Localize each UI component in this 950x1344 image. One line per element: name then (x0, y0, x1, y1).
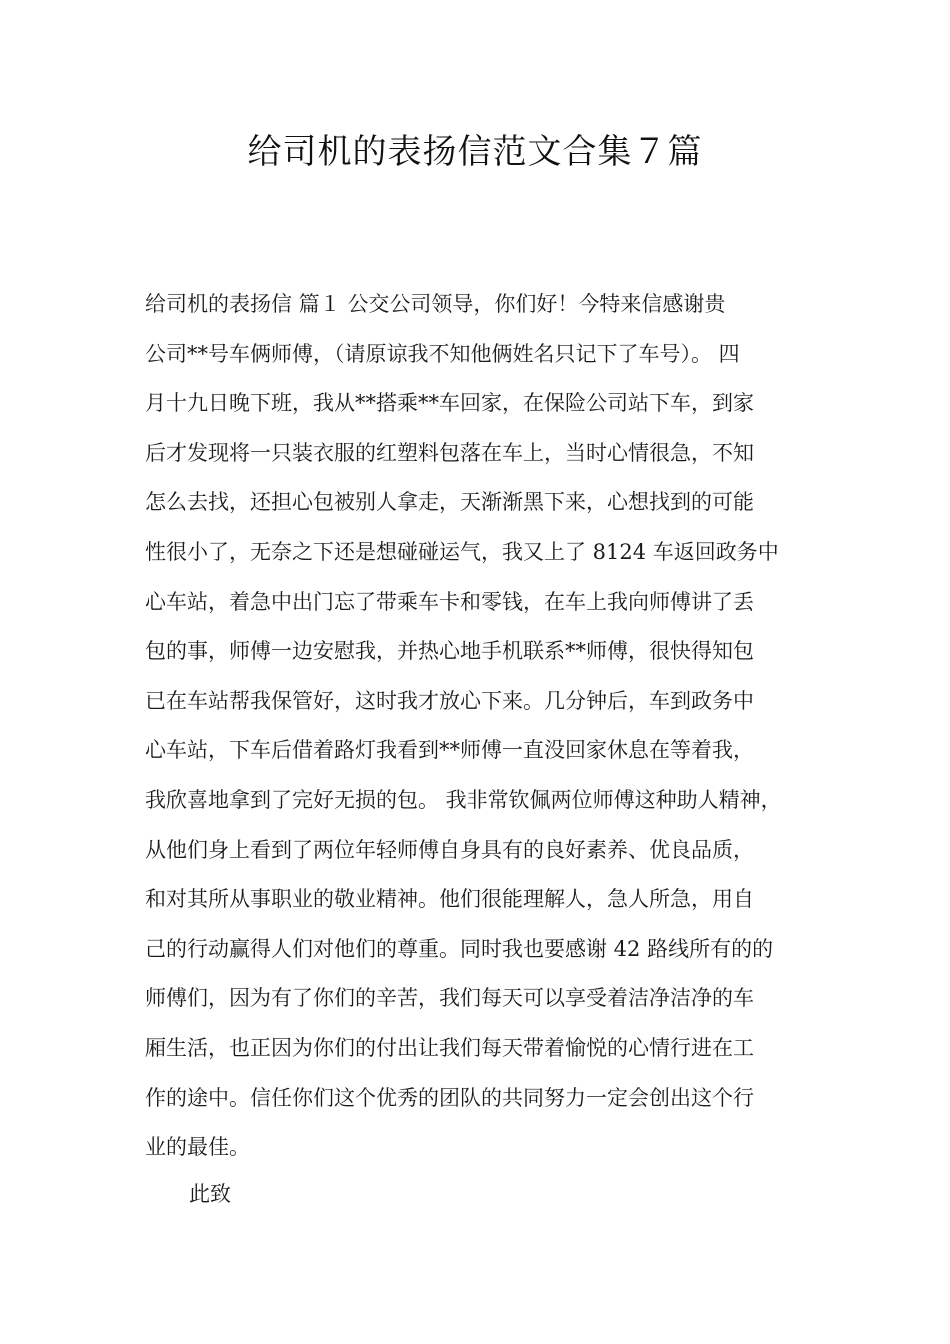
body-line: 给司机的表扬信 篇１ 公交公司领导，你们好！今特来信感谢贵 (145, 292, 726, 316)
body-line: 后才发现将一只装衣服的红塑料包落在车上，当时心情很急，不知 (145, 440, 754, 465)
body-line: 作的途中。信任你们这个优秀的团队的共同努力一定会创出这个行 (145, 1085, 754, 1110)
document-title: 给司机的表扬信范文合集７篇 (247, 132, 703, 172)
body-line: 公司**号车俩师傅，（请原谅我不知他俩姓名只记下了车号）。 四 (145, 341, 740, 366)
body-line: 心车站，下车后借着路灯我看到**师傅一直没回家休息在等着我， (145, 738, 754, 763)
body-line: 厢生活，也正因为你们的付出让我们每天带着愉悦的心情行进在工 (145, 1035, 754, 1060)
closing-salutation: 此致 (189, 1182, 231, 1206)
letter-body (145, 280, 825, 1173)
body-line: 月十九日晚下班，我从**搭乘**车回家，在保险公司站下车，到家 (145, 391, 754, 416)
body-line: 已在车站帮我保管好，这时我才放心下来。几分钟后，车到政务中 (145, 688, 754, 713)
body-line: 心车站，着急中出门忘了带乘车卡和零钱，在车上我向师傅讲了丢 (145, 589, 754, 614)
body-line: 从他们身上看到了两位年轻师傅自身具有的良好素养、优良品质， (145, 837, 754, 862)
body-line: 己的行动赢得人们对他们的尊重。同时我也要感谢 42 路线所有的的 (145, 936, 774, 961)
body-line: 业的最佳。 (145, 1135, 250, 1160)
body-line: 我欣喜地拿到了完好无损的包。 我非常钦佩两位师傅这种助人精神， (145, 787, 782, 812)
body-line: 怎么去找，还担心包被别人拿走，天渐渐黑下来，心想找到的可能 (145, 490, 754, 515)
body-line: 和对其所从事职业的敬业精神。他们很能理解人，急人所急，用自 (145, 887, 754, 912)
body-line: 包的事，师傅一边安慰我，并热心地手机联系**师傅，很快得知包 (145, 639, 754, 664)
body-line: 师傅们，因为有了你们的辛苦，我们每天可以享受着洁净洁净的车 (145, 986, 754, 1011)
body-line: 性很小了，无奈之下还是想碰碰运气，我又上了 8124 车返回政务中 (145, 539, 779, 564)
